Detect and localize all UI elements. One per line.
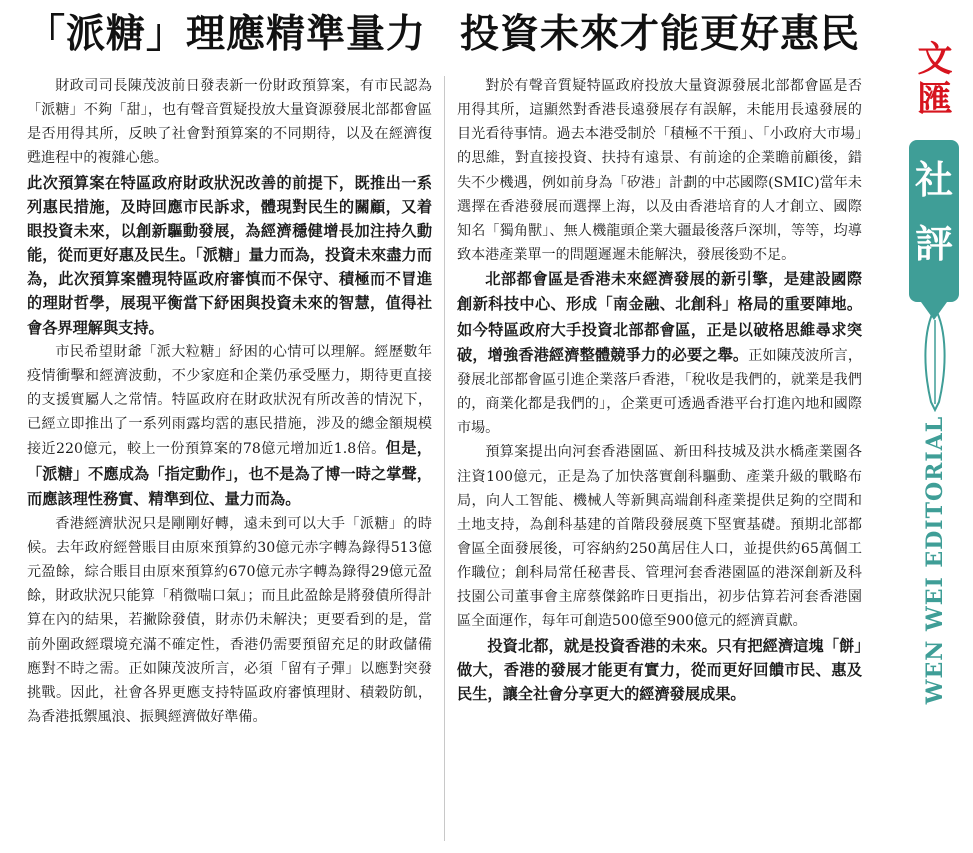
paragraph-5-rest: 正如陳茂波所言，發展北部都會區引進企業落戶香港，「稅收是我們的，就業是我們的，商業化都是我們的」，企業更可透過香港平台打進內地和國際市場。 xyxy=(457,347,863,437)
column-divider xyxy=(444,76,445,841)
section-char-2: 評 xyxy=(914,222,953,266)
paragraph-6: 預算案提出向河套香港園區、新田科技城及洪水橋產業園各注資100億元，正是為了加快落實創科驅動、產業升級的戰略布局，向人工智能、機械人等新興高端創科產業提供足夠的空間和土地支持，為創科基建的首階段發展奠下堅實基礎。預期北部都會區全面發展後，可容納約250萬居住人口，並提供約65萬個工作職位；創科局常任秘書長、管理河套香港園區的港深創新及科技園公司董事會主席蔡傑銘昨日更指出，初步估算若河套香港園區全面運作，每年可創造500億至900億元的經濟貢獻。 xyxy=(457,444,862,630)
brand-char-1: 文 xyxy=(917,40,953,80)
article-column-left xyxy=(27,74,432,729)
paragraph-7-bold: 投資北都，就是投資香港的未來。只有把經濟這塊「餅」做大，香港的發展才能更有實力，從而更好回饋市民、惠及民生，讓全社會分享更大的經濟發展成果。 xyxy=(457,636,862,703)
section-latin-label: WEN WEI EDITORIAL xyxy=(922,415,948,705)
masthead xyxy=(903,40,967,705)
quill-pen-icon xyxy=(913,286,957,412)
paragraph-2 xyxy=(27,340,432,512)
paragraph-3: 香港經濟狀況只是剛剛好轉，遠未到可以大手「派糖」的時候。去年政府經營賬目由原來預算約30億元赤字轉為錄得513億元盈餘，綜合賬目由原來預算約670億元赤字轉為錄得29億元盈餘，財政狀況只能算「稍微喘口氣」；而且此盈餘是將發債所得計算在內的結果，若撇除發債，財赤仍未解決；更要看到的是，當前外圍政經環境充滿不確定性，香港仍需要預留充足的財政儲備應對不時之需。正如陳茂波所言，必須「留有子彈」以應對突發挑戰。因此，社會各界更應支持特區政府審慎理財、積穀防飢，為香港抵禦風浪、振興經濟做好準備。 xyxy=(27,515,432,726)
paragraph-7 xyxy=(457,634,862,706)
headline xyxy=(26,4,886,66)
section-char-1: 社 xyxy=(914,158,953,202)
paragraph-1-bold: 此次預算案在特區政府財政狀況改善的前提下，既推出一系列惠民措施，及時回應市民訴求，體現對民生的關顧，又着眼投資未來，以創新驅動發展，為經濟穩健增長加注持久動能，從而更好惠及民生。「派糖」量力而為，投資未來盡力而為，此次預算案體現特區政府審慎而不保守、積極而不冒進的理財哲學，展現平衡當下紓困與投資未來的智慧，值得社會各界理解與支持。 xyxy=(27,173,432,337)
article-column-right xyxy=(457,74,862,706)
paragraph-2-intro: 市民希望財爺「派大粒糖」紓困的心情可以理解。經歷數年疫情衝擊和經濟波動，不少家庭和企業仍承受壓力，期待更直接的支援實屬人之常情。特區政府在財政狀況有所改善的情況下，已經立即推出了一系列雨露均霑的惠民措施，涉及的總金額規模接近220億元，較上一份預算案的78億元增加近1.8倍。 xyxy=(27,343,432,458)
section-tab xyxy=(909,140,959,302)
headline-part-1: 「派糖」理應精準量力 xyxy=(26,12,427,57)
paragraph-1-intro: 財政司司長陳茂波前日發表新一份財政預算案，有市民認為「派糖」不夠「甜」，也有聲音質疑投放大量資源發展北部都會區是否用得其所，反映了社會對預算案的不同期待，以及在經濟復甦進程中的複雜心態。 xyxy=(27,78,432,167)
paragraph-5 xyxy=(457,267,862,440)
paragraph-2-bold: 但是，「派糖」不應成為「指定動作」，也不是為了博一時之掌聲，而應該理性務實、精準到位、量力而為。 xyxy=(27,439,432,508)
paragraph-1-highlight xyxy=(27,171,432,340)
brand-char-2: 匯 xyxy=(917,80,953,120)
paragraph-1 xyxy=(27,74,432,171)
headline-part-2: 投資未來才能更好惠民 xyxy=(460,12,861,57)
brand-logo xyxy=(903,40,967,120)
paragraph-5-bold: 北部都會區是香港未來經濟發展的新引擎，是建設國際創新科技中心、形成「南金融、北創科」格局的重要陣地。如今特區政府大手投資北部都會區，正是以破格思維尋求突破，增強香港經濟整體競爭力的必要之舉。 xyxy=(457,270,862,364)
paragraph-4: 對於有聲音質疑特區政府投放大量資源發展北部都會區是否用得其所，這顯然對香港長遠發展存有誤解，未能用長遠發展的目光看待事情。過去本港受制於「積極不干預」、「小政府大市場」的思維，對直接投資、扶持有遠景、有前途的企業瞻前顧後，錯失不少機遇，例如前身為「矽港」計劃的中芯國際(SMIC)當年未選擇在香港發展而選擇上海，以及由香港培育的人才創立、國際知名「獨角獸」、無人機龍頭企業大疆最後落戶深圳，等等，均導致本港產業單一的問題遲遲未能解決，發展後勁不足。 xyxy=(457,78,862,264)
